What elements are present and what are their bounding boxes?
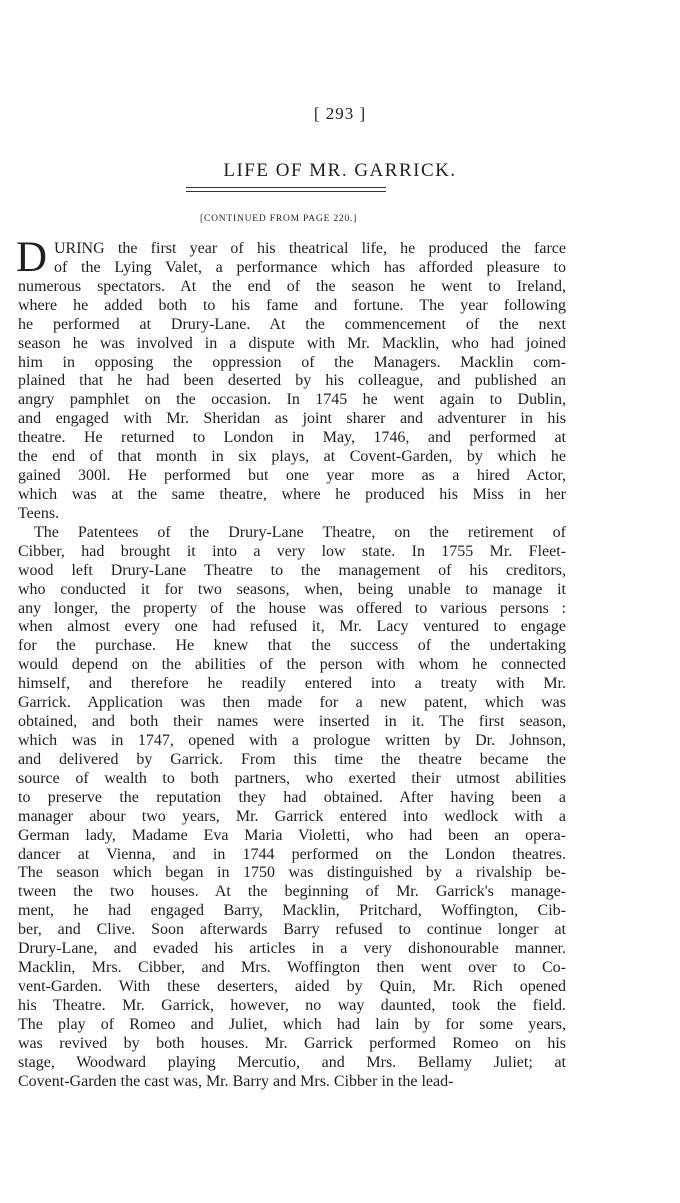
paragraph [18,524,566,1092]
text-line: gained 300l. He performed but one year more as a hired Actor, [18,467,566,485]
text-line: vent-Garden. With these deserters, aided by Quin, Mr. Rich opened [18,977,566,995]
text-line: his Theatre. Mr. Garrick, however, no way daunted, took the field. [18,996,566,1014]
text-line: any longer, the property of the house was offered to various persons : [18,599,566,617]
text-line: theatre. He returned to London in May, 1746, and performed at [18,429,566,447]
text-line: angry pamphlet on the occasion. In 1745 he went again to Dublin, [18,391,566,409]
text-line: when almost every one had refused it, Mr. Lacy ventured to engage [18,618,566,636]
text-line: who conducted it for two seasons, when, being unable to manage it [18,580,566,598]
text-line: Macklin, Mrs. Cibber, and Mrs. Woffington then went over to Co- [18,959,566,977]
text-line: where he added both to his fame and fortune. The year following [18,296,566,314]
text-line: Teens. [18,504,60,522]
text-line: Cibber, had brought it into a very low state. In 1755 Mr. Fleet- [18,542,566,560]
text-line: which was at the same theatre, where he produced his Miss in her [18,485,566,503]
text-line: ment, he had engaged Barry, Macklin, Pritchard, Woffington, Cib- [18,902,566,920]
page-header [0,104,680,124]
text-line: URING the first year of his theatrical life, he produced the farce [54,240,566,257]
text-line: Drury-Lane, and evaded his articles in a very dishonourable manner. [18,940,566,958]
text-line: and delivered by Garrick. From this time the theatre became the [18,750,566,768]
text-line: for the purchase. He knew that the success of the undertaking [18,637,566,655]
text-line: ber, and Clive. Soon afterwards Barry refused to continue longer at [18,921,566,939]
text-line: source of wealth to both partners, who exerted their utmost abilities [18,769,566,787]
text-line: The Patentees of the Drury-Lane Theatre, on the retirement of [34,523,566,541]
text-line: obtained, and both their names were inserted in it. The first season, [18,713,566,731]
article-body [16,234,566,1091]
text-line: The play of Romeo and Juliet, which had lain by for some years, [18,1015,566,1033]
text-line: would depend on the abilities of the person with whom he connected [18,656,566,674]
text-line: tween the two houses. At the beginning of Mr. Garrick's manage- [18,883,566,901]
text-line: dancer at Vienna, and in 1744 performed on the London theatres. [18,845,566,863]
text-line: was revived by both houses. Mr. Garrick performed Romeo on his [18,1034,566,1052]
page-number: [ 293 ] [313,104,367,123]
text-line: himself, and therefore he readily entered into a treaty with Mr. [18,675,566,693]
paragraph [16,234,566,524]
text-line: him in opposing the oppression of the Managers. Macklin com- [18,353,566,371]
drop-cap: D [16,234,48,281]
text-line: numerous spectators. At the end of the season he went to Ireland, [18,277,566,295]
text-line: the end of that month in six plays, at Covent-Garden, by which he [18,448,566,466]
text-line: Garrick. Application was then made for a new patent, which was [18,694,566,712]
text-line: to preserve the reputation they had obtained. After having been a [18,788,566,806]
text-line: of the Lying Valet, a performance which has afforded pleasure to [54,258,566,276]
text-line: he performed at Drury-Lane. At the commencement of the next [18,315,566,333]
text-line: The season which began in 1750 was distinguished by a rivalship be- [18,864,566,882]
text-line: wood left Drury-Lane Theatre to the management of his creditors, [18,561,566,579]
text-line: manager abour two years, Mr. Garrick entered into wedlock with a [18,807,566,825]
text-line: Covent-Garden the cast was, Mr. Barry and Mrs. Cibber in the lead- [18,1072,454,1090]
continued-note: [CONTINUED FROM PAGE 220.] [200,214,358,224]
text-line: which was in 1747, opened with a prologue written by Dr. Johnson, [18,731,566,749]
text-line: season he was involved in a dispute with Mr. Macklin, who had joined [18,334,566,352]
text-line: German lady, Madame Eva Maria Violetti, who had been an opera- [18,826,566,844]
text-line: and engaged with Mr. Sheridan as joint sharer and adventurer in his [18,410,566,428]
article-title: LIFE OF MR. GARRICK. [223,160,457,181]
text-line: plained that he had been deserted by his colleague, and published an [18,372,566,390]
title-rule [186,187,386,192]
text-line: stage, Woodward playing Mercutio, and Mrs. Bellamy Juliet; at [18,1053,566,1071]
